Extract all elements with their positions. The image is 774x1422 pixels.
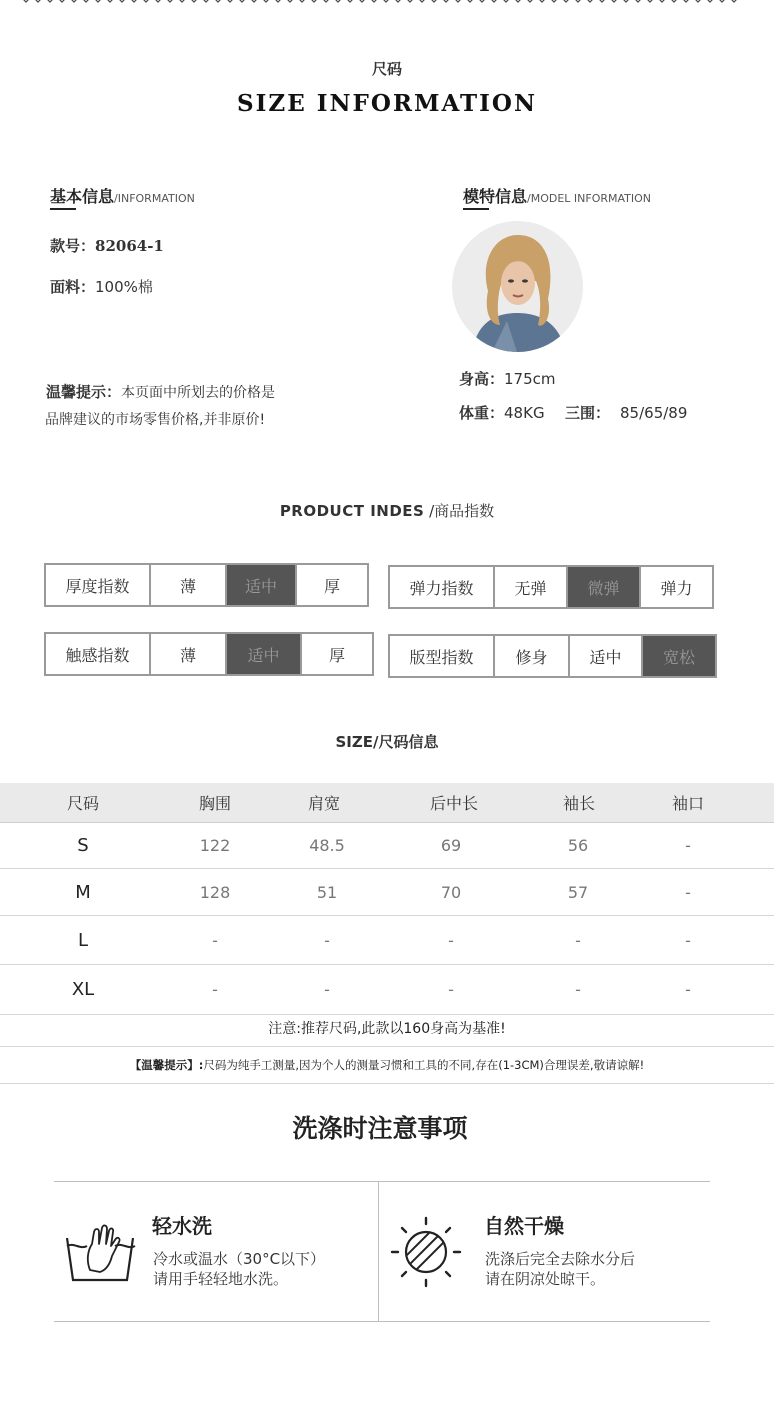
table-cell: - [324, 930, 330, 950]
index-option: 薄 [151, 565, 227, 605]
model-avatar [452, 221, 583, 352]
table-row [0, 916, 774, 965]
table-cell: 56 [567, 836, 589, 855]
size-cell: L [77, 929, 89, 951]
touch-index [44, 632, 374, 676]
index-label: 厚度指数 [46, 565, 151, 605]
index-label: 触感指数 [46, 634, 151, 674]
care-title-dry: 自然干燥 [484, 1214, 564, 1238]
basic-info-heading [50, 184, 195, 207]
tip-label: 温馨提示： [46, 383, 122, 401]
model-height [459, 368, 556, 389]
index-option: 厚 [323, 576, 340, 596]
zigzag-border [0, 0, 774, 4]
model-info-underline [463, 208, 489, 210]
table-cell: 57 [567, 882, 589, 902]
index-option: 无弹 [495, 567, 568, 607]
table-row [0, 869, 774, 916]
size-cell: S [77, 835, 89, 856]
model-info-heading [463, 184, 651, 207]
elasticity-index [388, 565, 714, 609]
weight-value: 48KG [504, 404, 545, 422]
style-number [50, 235, 164, 256]
measurement-tip-text: 尺码为纯手工测量,因为个人的测量习惯和工具的不同,存在(1-3CM)合理误差,敬请谅解! [203, 1058, 645, 1072]
basic-info-subtitle: /INFORMATION [114, 192, 195, 205]
weight-label: 体重： [459, 404, 505, 422]
index-label: 版型指数 [390, 636, 495, 676]
fabric-label: 面料： [50, 278, 96, 296]
size-note: 注意:推荐尺码,此款以160身高为基准! [0, 1012, 774, 1047]
table-header-cell: 尺码 [66, 794, 99, 813]
table-cell: - [212, 980, 218, 999]
shade-dry-icon [390, 1216, 462, 1288]
model-measurements [565, 402, 687, 423]
table-header-cell: 胸围 [198, 794, 231, 813]
table-cell: - [324, 980, 330, 999]
table-header-row [0, 783, 774, 823]
index-option-selected: 微弹 [568, 567, 641, 607]
index-option-selected: 适中 [227, 634, 302, 674]
index-option-selected: 适中 [227, 565, 297, 605]
size-table [0, 783, 774, 1015]
table-header-cell: 后中长 [429, 794, 478, 813]
model-info-subtitle: /MODEL INFORMATION [527, 192, 652, 205]
table-cell: 69 [440, 836, 462, 855]
table-row [0, 965, 774, 1015]
index-label: 弹力指数 [390, 567, 495, 607]
model-weight [459, 402, 545, 423]
index-option: 厚 [328, 645, 345, 665]
style-label: 款号： [50, 237, 96, 255]
index-option: 弹力 [660, 578, 693, 598]
divider [378, 1181, 379, 1321]
table-row [0, 823, 774, 869]
product-index-heading [0, 500, 774, 521]
price-tip-line2: 品牌建议的市场零售价格,并非原价! [45, 412, 266, 428]
index-option: 薄 [151, 634, 227, 674]
care-desc-wash-2: 请用手轻轻地水洗。 [153, 1270, 289, 1288]
table-cell: - [575, 930, 581, 950]
basic-info-underline [50, 208, 76, 210]
table-cell: 48.5 [309, 836, 345, 855]
divider [54, 1181, 710, 1182]
size-table-title: SIZE/尺码信息 [335, 733, 439, 751]
divider [54, 1321, 710, 1322]
care-desc-dry-2: 请在阴凉处晾干。 [485, 1270, 606, 1288]
style-value: 82064-1 [95, 237, 164, 255]
price-tip-line1 [46, 381, 275, 402]
table-cell: - [448, 930, 454, 950]
table-header-cell: 袖长 [562, 794, 595, 813]
size-cell: XL [71, 979, 95, 1000]
fabric-value: 100%棉 [95, 278, 153, 296]
care-desc-wash-1: 冷水或温水（30°C以下） [153, 1250, 326, 1268]
washing-title: 洗涤时注意事项 [292, 1114, 468, 1143]
table-cell: - [685, 836, 691, 855]
model-info-title: 模特信息 [463, 187, 528, 206]
fabric [50, 276, 153, 297]
table-cell: 51 [316, 882, 338, 902]
table-header-cell: 袖口 [671, 794, 704, 813]
size-cell: M [75, 881, 91, 903]
index-option-selected: 宽松 [643, 636, 715, 676]
height-label: 身高： [459, 370, 505, 388]
table-header-cell: 肩宽 [307, 794, 340, 813]
measurement-tip-label: 【温馨提示】: [129, 1058, 204, 1072]
care-title-wash: 轻水洗 [152, 1214, 212, 1238]
height-value: 175cm [504, 370, 556, 388]
product-index-title-en: PRODUCT INDES [279, 502, 425, 520]
tip-text-1: 本页面中所划去的价格是 [121, 385, 276, 401]
table-cell: - [212, 930, 218, 950]
thickness-index [44, 563, 369, 607]
table-cell: 122 [199, 836, 231, 855]
page-title: SIZE INFORMATION [237, 90, 537, 117]
table-cell: - [685, 980, 691, 999]
basic-info-title: 基本信息 [50, 187, 115, 206]
care-desc-dry-1: 洗涤后完全去除水分后 [485, 1250, 636, 1268]
table-cell: - [685, 930, 691, 950]
measure-value: 85/65/89 [620, 404, 688, 422]
fit-index [388, 634, 717, 678]
index-option: 适中 [570, 636, 643, 676]
table-cell: - [685, 882, 691, 902]
page-cn-title: 尺码 [371, 60, 402, 78]
table-cell: - [448, 980, 454, 999]
table-cell: 128 [199, 882, 231, 902]
measurement-tip [0, 1047, 774, 1084]
table-cell: 70 [440, 882, 462, 902]
hand-wash-icon [64, 1224, 138, 1284]
index-option: 修身 [495, 636, 570, 676]
product-index-title-cn: /商品指数 [429, 502, 495, 520]
measure-label: 三围： [565, 404, 611, 422]
table-cell: - [575, 980, 581, 999]
